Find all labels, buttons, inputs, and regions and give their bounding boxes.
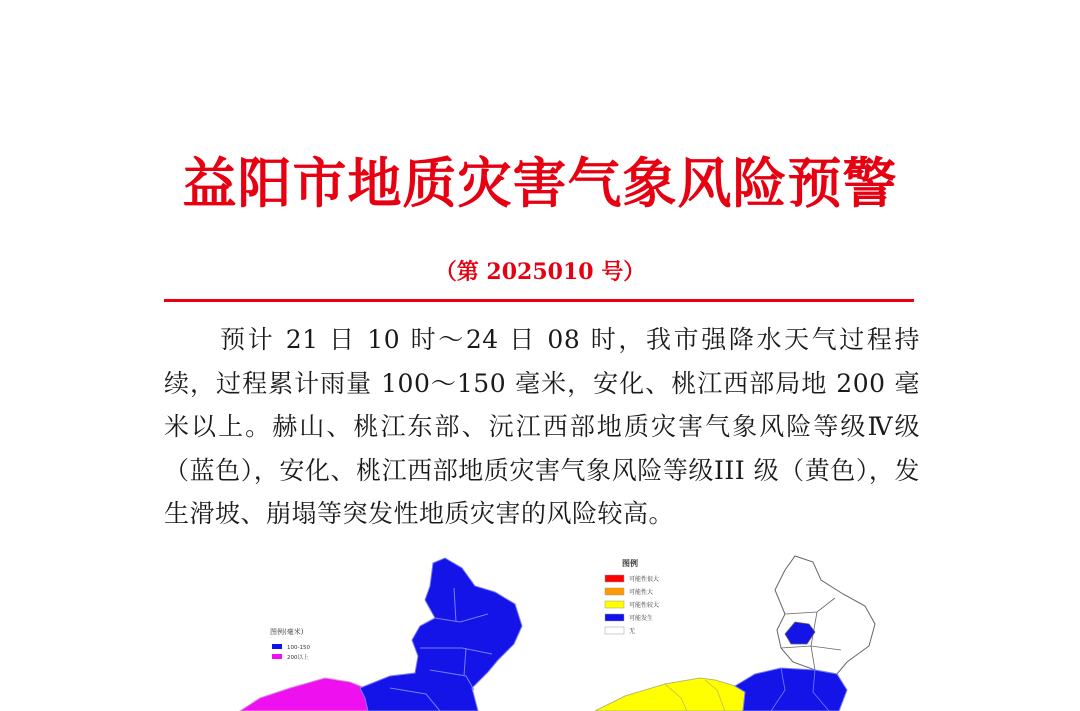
risk-legend-swatch-2: [605, 588, 624, 595]
risk-legend-swatch-5: [605, 627, 624, 634]
rain-legend-swatch-1: [272, 644, 282, 649]
risk-legend-label-2: 可能性大: [629, 589, 654, 596]
risk-legend-label-3: 可能性较大: [629, 602, 660, 609]
risk-region-blue-south: [735, 668, 847, 711]
rain-region-magenta: [240, 678, 370, 711]
risk-legend-swatch-1: [605, 575, 624, 582]
risk-legend-swatch-3: [605, 601, 624, 608]
red-divider: [164, 299, 914, 302]
risk-region-yellow: [595, 678, 745, 711]
risk-legend-swatch-4: [605, 614, 624, 621]
rainfall-map: [230, 548, 540, 711]
risk-legend-label-5: 无: [629, 628, 636, 635]
rain-legend-swatch-2: [272, 654, 282, 659]
rain-region-blue: [360, 558, 522, 711]
risk-map: [585, 550, 885, 711]
risk-legend-title: 图例: [622, 559, 638, 568]
rain-legend-label-1: 100-150: [287, 645, 310, 651]
rain-legend-label-2: 200以上: [287, 655, 309, 661]
rain-legend-title: 图例(毫米): [270, 628, 304, 636]
risk-legend-label-1: 可能性很大: [629, 576, 660, 583]
forecast-paragraph: 预计 21 日 10 时～24 日 08 时，我市强降水天气过程持续，过程累计雨量 100～150 毫米，安化、桃江西部局地 200 毫米以上。赫山、桃江东部、沅江西部地质灾害气象风险等级Ⅳ级（蓝色），安化、桃江西部地质灾害气象风险等级III 级（黄色），发生滑坡、崩塌等突发性地质灾害的风险较高。: [164, 325, 920, 528]
issue-number: （第 2025010 号）: [434, 259, 646, 285]
rainfall-legend: [270, 627, 310, 661]
risk-legend: [605, 558, 659, 635]
risk-legend-label-4: 可能发生: [629, 615, 654, 622]
document-title: 益阳市地质灾害气象风险预警: [182, 151, 898, 215]
risk-region-white: [775, 556, 875, 674]
